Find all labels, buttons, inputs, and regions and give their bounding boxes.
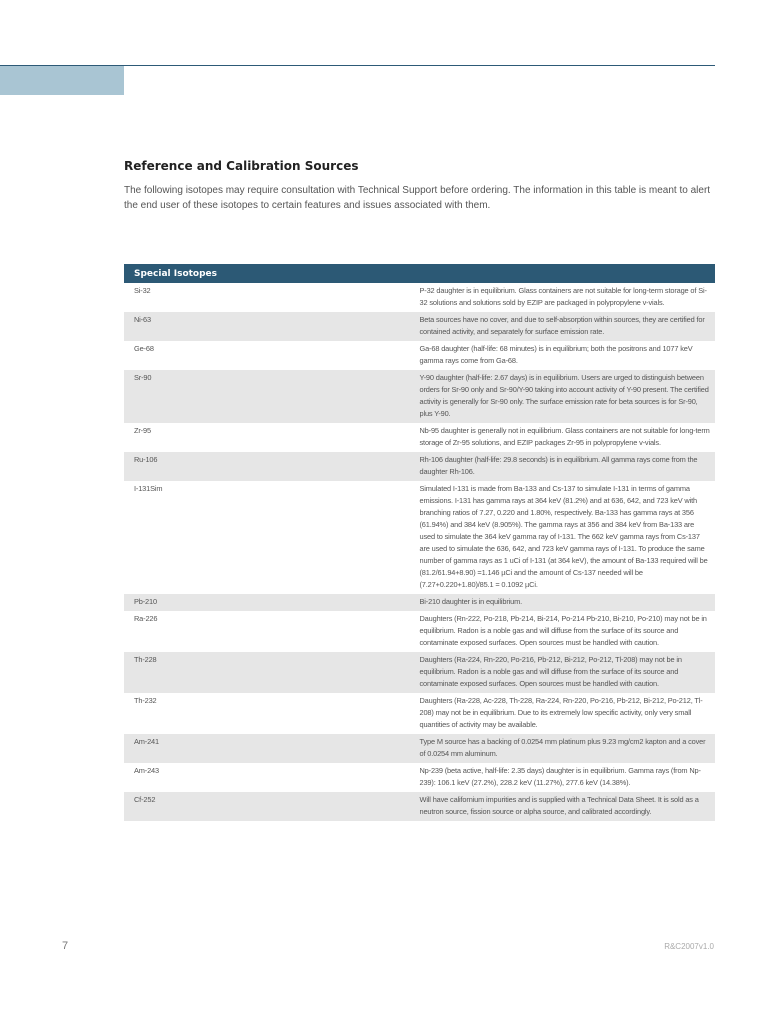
isotope-name: Th-228 bbox=[124, 652, 420, 693]
isotope-note: Daughters (Ra-228, Ac-228, Th-228, Ra-224, Rn-220, Po-216, Pb-212, Bi-212, Po-212, Tl-208) may not be in equilibrium. Due to its extremely low specific activity, only very small quantities of activity may be available. bbox=[419, 696, 703, 729]
isotope-note: Nb-95 daughter is generally not in equilibrium. Glass containers are not suitable for long-term storage of Zr-95 solutions, and EZIP packages Zr-95 in polypropylene v-vials. bbox=[419, 426, 710, 447]
table-row bbox=[124, 611, 715, 652]
isotope-note: Will have californium impurities and is supplied with a Technical Data Sheet. It is sold as a neutron source, fission source or alpha source, and calibrated accordingly. bbox=[420, 792, 716, 821]
table-header: Special Isotopes bbox=[124, 264, 715, 283]
section-title: Reference and Calibration Sources bbox=[124, 159, 359, 173]
table-row bbox=[124, 693, 715, 734]
intro-paragraph: The following isotopes may require consultation with Technical Support before ordering. The information in this table is meant to alert the end user of these isotopes to certain features and issues associated with them. bbox=[124, 185, 711, 211]
isotope-note: Y-90 daughter (half-life: 2.67 days) is in equilibrium. Users are urged to distinguish between orders for Sr-90 only and Sr-90/Y-90 taking into account activity of Y-90 present. The certified activity is generally for Sr-90 only. The surface emission rate for beta sources is for Sr-90, plus Y-90. bbox=[420, 370, 716, 423]
table-row bbox=[124, 763, 715, 792]
table-row bbox=[124, 283, 715, 312]
table-row bbox=[124, 792, 715, 821]
isotope-name: Ge-68 bbox=[134, 344, 154, 353]
table-row bbox=[124, 652, 715, 693]
isotope-note: Daughters (Rn-222, Po-218, Pb-214, Bi-214, Po-214 Pb-210, Bi-210, Po-210) may not be in equilibrium. Radon is a noble gas and will diffuse from the surface of its source and contaminate exposed surfaces. Open sources must be handled with caution. bbox=[419, 614, 707, 647]
table-row bbox=[124, 481, 715, 594]
isotope-note: Np-239 (beta active, half-life: 2.35 days) daughter is in equilibrium. Gamma rays (from Np-239): 106.1 keV (27.2%), 228.2 keV (11.27%), 277.6 keV (14.38%). bbox=[419, 766, 701, 787]
isotope-name: Ra-226 bbox=[134, 614, 158, 623]
isotope-name: Zr-95 bbox=[134, 426, 151, 435]
header-tab bbox=[0, 66, 124, 95]
page-number: 7 bbox=[62, 940, 69, 952]
table-row bbox=[124, 341, 715, 370]
isotope-note: Type M source has a backing of 0.0254 mm platinum plus 9.23 mg/cm2 kapton and a cover of 0.0254 mm aluminum. bbox=[420, 734, 716, 763]
isotope-name: Am-243 bbox=[134, 766, 159, 775]
table-row bbox=[124, 312, 715, 341]
isotope-note: Rh-106 daughter (half-life: 29.8 seconds) is in equilibrium. All gamma rays come from the daughter Rh-106. bbox=[420, 452, 716, 481]
isotope-name: Ni-63 bbox=[124, 312, 420, 341]
table-row bbox=[124, 452, 715, 481]
isotope-note: Beta sources have no cover, and due to self-absorption within sources, they are certified for contained activity, and separately for surface emission rate. bbox=[420, 312, 716, 341]
table-row bbox=[124, 594, 715, 611]
isotope-name: Pb-210 bbox=[124, 594, 420, 611]
isotope-note: Simulated I-131 is made from Ba-133 and Cs-137 to simulate I-131 in terms of gamma emissions. I-131 has gamma rays at 364 keV (81.2%) and at 636, 642, and 723 keV with branching ratios of 7.27, 0.220 and 1.80%, respectively. Ba-133 has gamma rays at 356 (61.94%) and 384 keV (8.905%). The gamma rays at 356 and 384 keV from Ba-133 are used to simulate the 364 keV gamma ray of I-131. The 662 keV gamma rays from Cs-137 are used to simulate the 636, 642, and 723 keV gamma rays of I-131. To produce the same number of gamma rays as 1 uCi of I-131 (at 364 keV), the amount of Ba-133 required will be (81.2/61.94+8.90) =1.146 µCi and the amount of Cs-137 needed will be (7.27+0.220+1.80)/85.1 = 0.1092 µCi. bbox=[419, 484, 708, 589]
table-row bbox=[124, 423, 715, 452]
isotope-note: P-32 daughter is in equilibrium. Glass containers are not suitable for long-term storage of Si-32 solutions and solutions sold by EZIP are packaged in polypropylene v-vials. bbox=[419, 286, 707, 307]
isotope-note: Bi-210 daughter is in equilibrium. bbox=[420, 594, 716, 611]
isotope-name: Am-241 bbox=[124, 734, 420, 763]
isotope-note: Ga-68 daughter (half-life: 68 minutes) is in equilibrium; both the positrons and 1077 keV gamma rays come from Ga-68. bbox=[419, 344, 693, 365]
isotope-name: Cf-252 bbox=[124, 792, 420, 821]
isotope-name: Si-32 bbox=[134, 286, 151, 295]
table-row bbox=[124, 370, 715, 423]
special-isotopes-table bbox=[124, 264, 715, 821]
isotope-name: Sr-90 bbox=[124, 370, 420, 423]
document-code: R&C2007v1.0 bbox=[664, 942, 714, 951]
isotope-note: Daughters (Ra-224, Rn-220, Po-216, Pb-212, Bi-212, Po-212, Tl-208) may not be in equilibrium. Radon is a noble gas and will diffuse from the surface of its source and contaminate exposed surfaces. Open sources must be handled with caution. bbox=[420, 652, 716, 693]
table-row bbox=[124, 734, 715, 763]
isotope-name: I-131Sim bbox=[134, 484, 163, 493]
isotope-name: Th-232 bbox=[134, 696, 157, 705]
table-header-row bbox=[124, 264, 715, 283]
isotope-name: Ru-106 bbox=[124, 452, 420, 481]
table-body bbox=[124, 283, 715, 821]
